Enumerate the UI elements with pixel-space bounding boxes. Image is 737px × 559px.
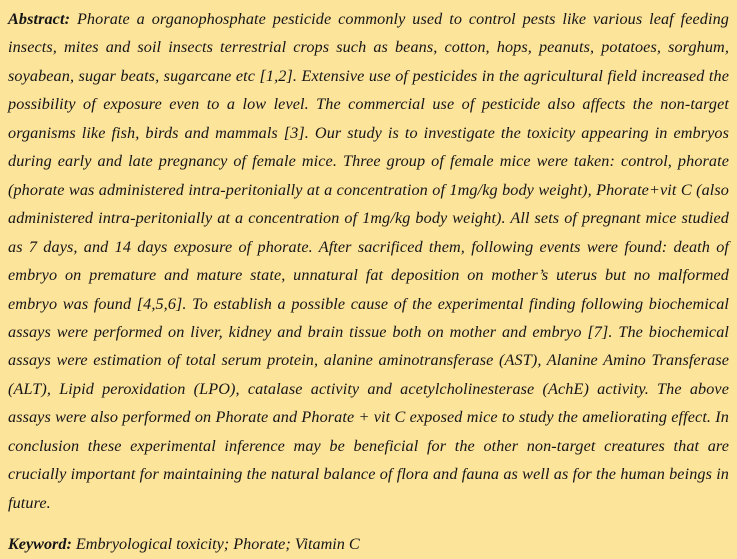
abstract-paragraph: [8, 5, 729, 517]
abstract-label: Abstract:: [8, 10, 71, 28]
keyword-label: Keyword:: [8, 535, 72, 554]
keyword-text: Embryological toxicity; Phorate; Vitamin C: [75, 535, 360, 554]
abstract-text: Phorate a organophosphate pesticide commonly used to control pests like various leaf feeding insects, mites and soil insects terrestrial crops such as beans, cotton, hops, peanuts, potatoes, sorghum, soyabean, sugar beats, sugarcane etc [1,2]. Extensive use of pesticides in the agricultural field increased the possibility of exposure even to a low level. The commercial use of pesticide also affects the non-target organisms like fish, birds and mammals [3]. Our study is to investigate the toxicity appearing in embryos during early and late pregnancy of female mice. Three group of female mice were taken: control, phorate (phorate was administered intra-peritonially at a concentration of 1mg/kg body weight), Phorate+vit C (also administered intra-peritonially at a concentration of 1mg/kg body weight). All sets of pregnant mice studied as 7 days, and 14 days exposure of phorate. After sacrificed them, following events were found: death of embryo on premature and mature state, unnatural fat deposition on mother’s uterus but no malformed embryo was found [4,5,6]. To establish a possible cause of the experimental finding following biochemical assays were performed on liver, kidney and brain tissue both on mother and embryo [7]. The biochemical assays were estimation of total serum protein, alanine aminotransferase (AST), Alanine Amino Transferase (ALT), Lipid peroxidation (LPO), catalase activity and acetylcholinesterase (AchE) activity. The above assays were also performed on Phorate and Phorate + vit C exposed mice to study the ameliorating effect. In conclusion these experimental inference may be beneficial for the other non-target creatures that are crucially important for maintaining the natural balance of flora and fauna as well as for the human beings in future.: [8, 10, 729, 512]
spacer: [70, 10, 77, 28]
keyword-paragraph: [8, 530, 729, 558]
